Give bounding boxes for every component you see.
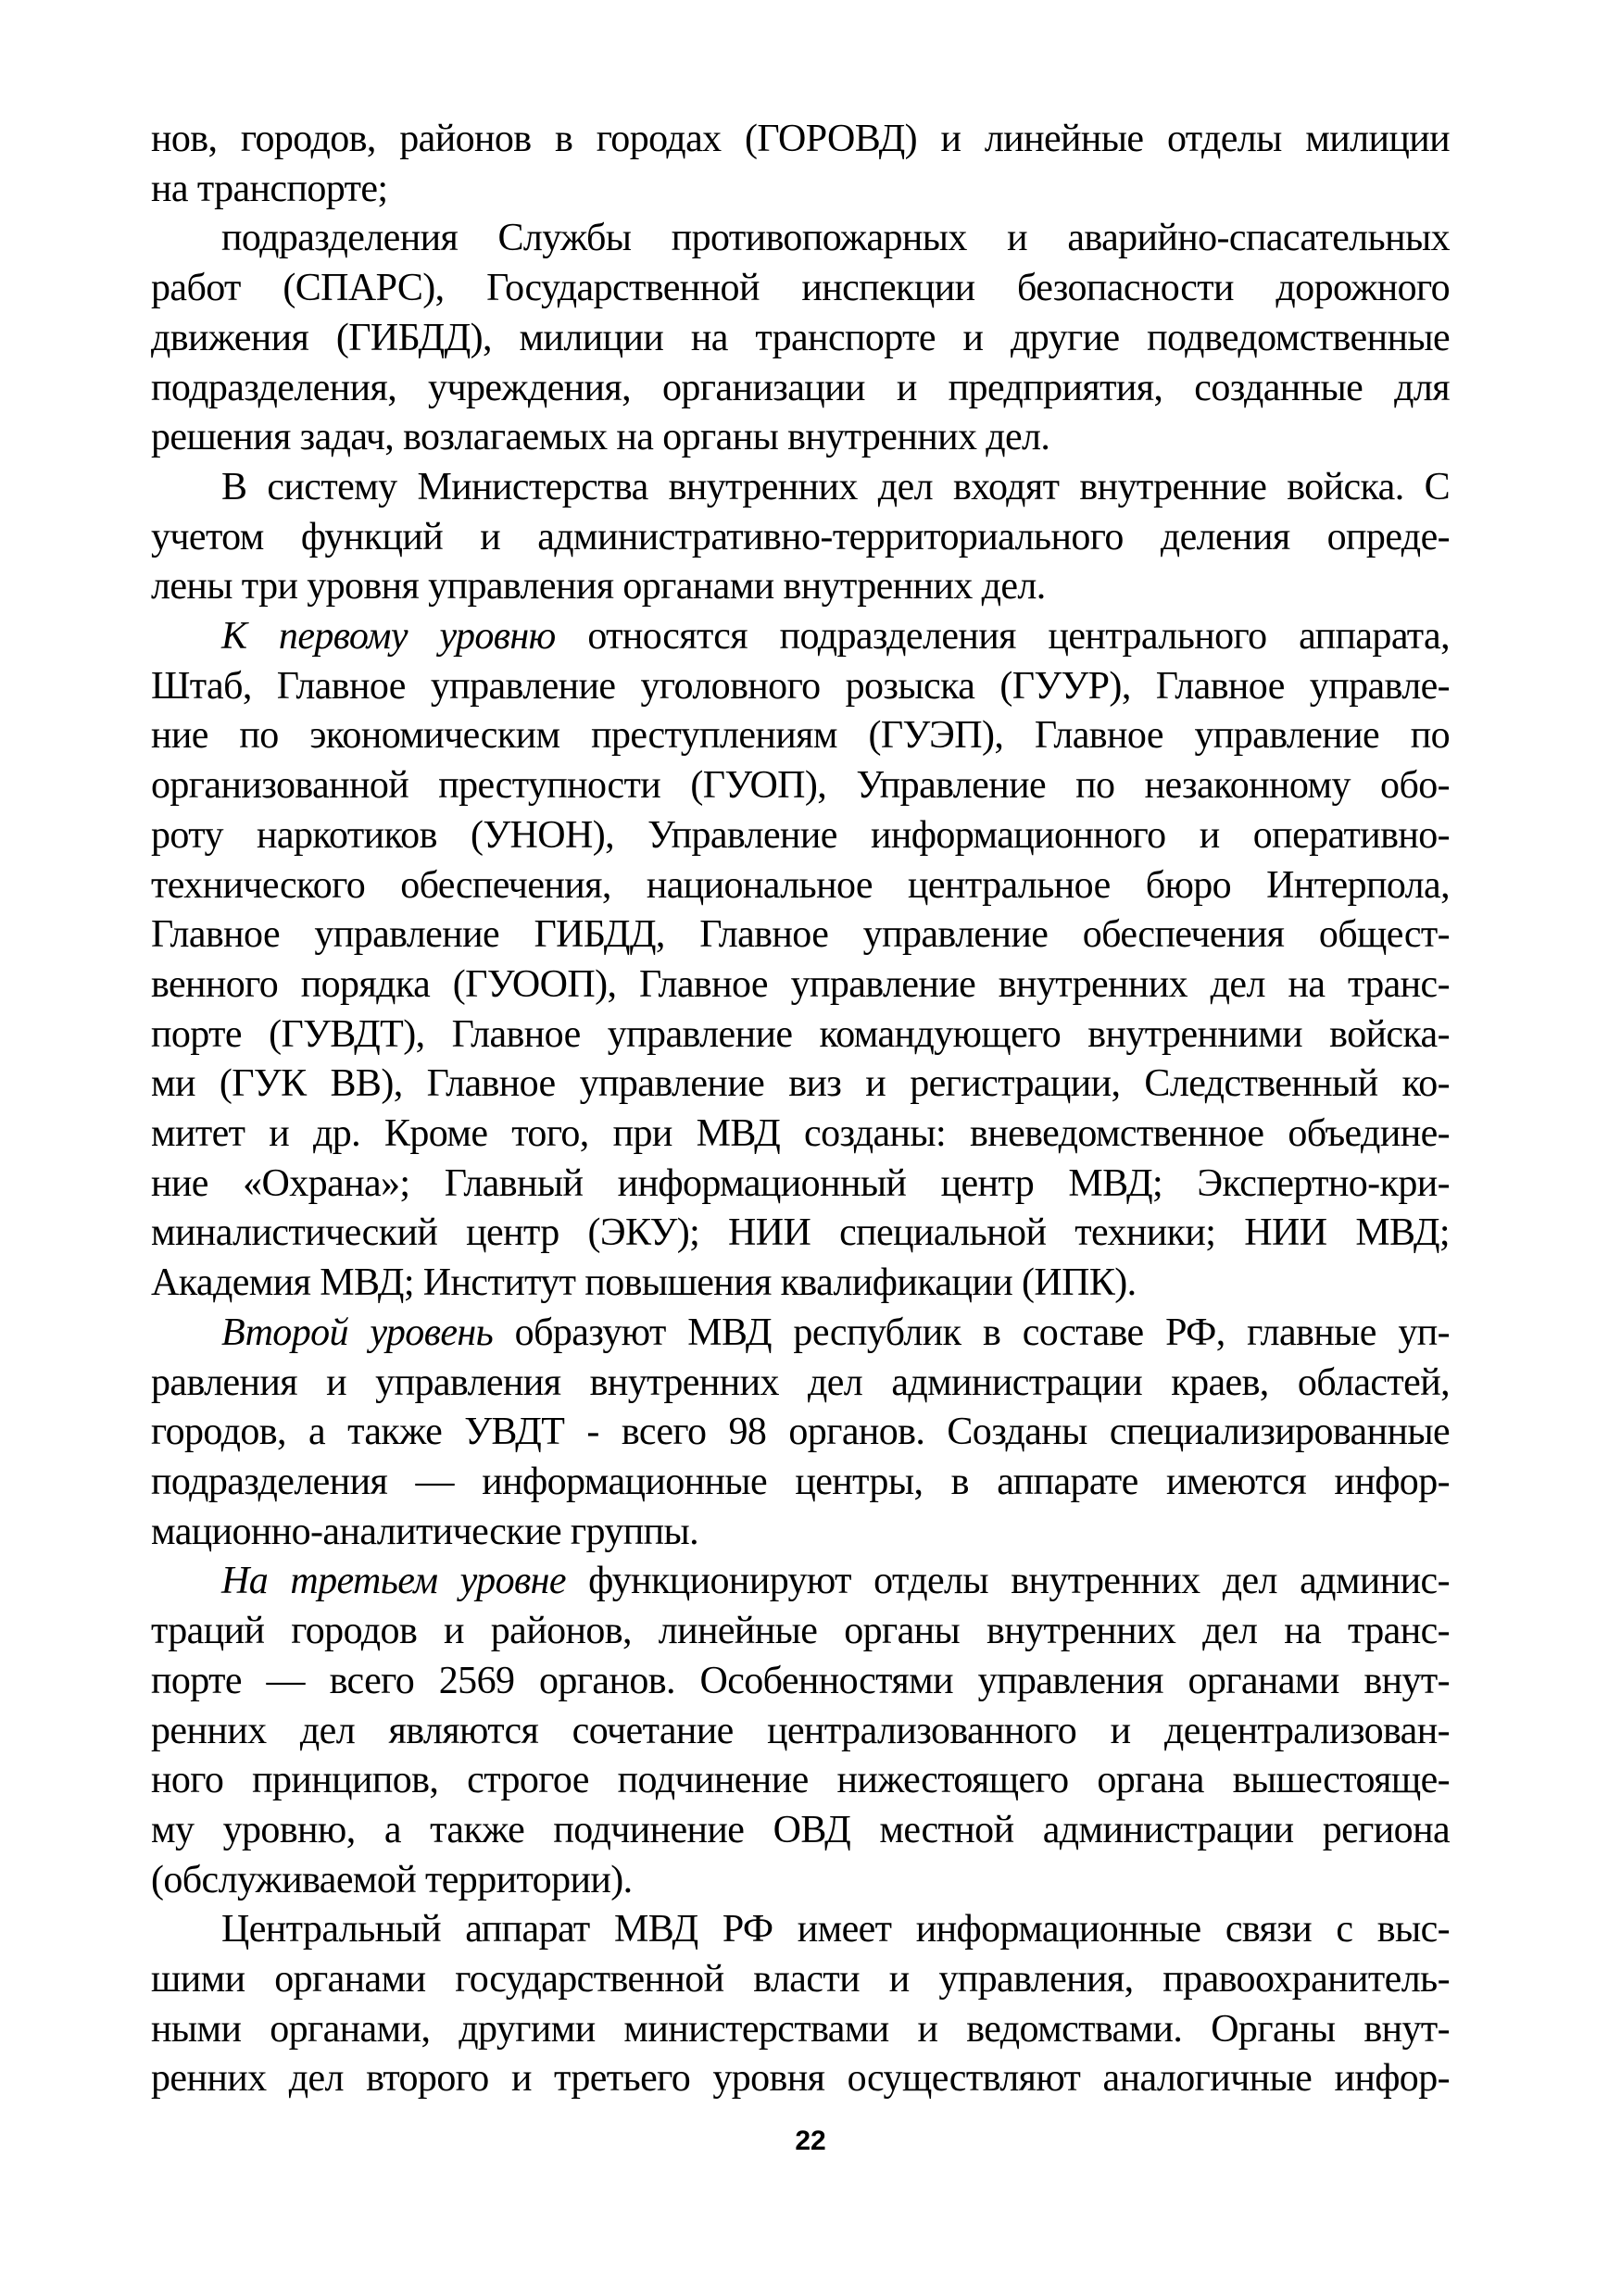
- text-line: [151, 463, 1450, 513]
- line-text: порте — всего 2569 органов. Особенностями управления органами внут-: [151, 1659, 1450, 1702]
- line-text: ми (ГУК ВВ), Главное управление виз и регистрации, Следственный ко-: [151, 1062, 1450, 1106]
- text-line: [151, 861, 1450, 911]
- line-text: роту наркотиков (УНОН), Управление информационного и оперативно-: [151, 813, 1450, 857]
- text-line: [151, 1557, 1450, 1607]
- line-text: траций городов и районов, линейные органы внутренних дел на транс-: [151, 1610, 1450, 1653]
- line-text: миналистический центр (ЭКУ); НИИ специальной техники; НИИ МВД;: [151, 1211, 1450, 1255]
- line-text: ние по экономическим преступлениям (ГУЭП), Главное управление по: [151, 714, 1450, 758]
- line-text: ного принципов, строгое подчинение нижестоящего органа вышестояще-: [151, 1759, 1450, 1802]
- line-text: ние «Охрана»; Главный информационный центр МВД; Экспертно-кри-: [151, 1161, 1450, 1205]
- text-line: [151, 1458, 1450, 1508]
- text-line: [151, 1110, 1450, 1160]
- paragraph: [151, 214, 1450, 463]
- line-text: работ (СПАРС), Государственной инспекции безопасности дорожного: [151, 267, 1450, 310]
- line-text: венного порядка (ГУООП), Главное управление внутренних дел на транс-: [151, 962, 1450, 1006]
- line-text: на транспорте;: [151, 167, 388, 210]
- line-text: му уровню, а также подчинение ОВД местной администрации региона: [151, 1808, 1450, 1851]
- line-text: городов, а также УВДТ - всего 98 органов. Созданы специализированные: [151, 1411, 1450, 1454]
- line-text: нов, городов, районов в городах (ГОРОВД) и линейные отделы милиции: [151, 118, 1450, 160]
- line-text: учетом функций и административно-территориального деления опреде-: [151, 515, 1450, 558]
- line-text: подразделения — информационные центры, в аппарате имеются инфор-: [151, 1460, 1450, 1503]
- text-line: [151, 513, 1450, 563]
- paragraph: [151, 1905, 1450, 2104]
- text-line: [151, 2054, 1450, 2104]
- text-line: [151, 2005, 1450, 2055]
- text-line: [151, 1408, 1450, 1458]
- text-line: [151, 1309, 1450, 1359]
- line-text: В систему Министерства внутренних дел входят внутренние войска. С: [221, 465, 1450, 508]
- text-line: [151, 811, 1450, 861]
- page-number: 22: [795, 2126, 826, 2156]
- text-line: [151, 1010, 1450, 1060]
- italic-lead: На третьем уровне: [221, 1560, 566, 1603]
- text-line: [151, 1359, 1450, 1409]
- line-text: подразделения, учреждения, организации и предприятия, созданные для: [151, 366, 1450, 409]
- text-line: [151, 761, 1450, 811]
- text-line: [151, 1160, 1450, 1210]
- text-line: [151, 214, 1450, 264]
- line-text: мационно-аналитические группы.: [151, 1510, 699, 1553]
- line-text: ренних дел второго и третьего уровня осуществляют аналогичные инфор-: [151, 2057, 1450, 2101]
- text-line: [151, 1856, 1450, 1906]
- text-line: [151, 910, 1450, 960]
- text-line: [151, 314, 1450, 364]
- paragraph: [151, 1557, 1450, 1905]
- text-line: [151, 711, 1450, 761]
- line-text: Штаб, Главное управление уголовного розыска (ГУУР), Главное управле-: [151, 664, 1450, 708]
- text-line: [151, 1508, 1450, 1558]
- line-text: образуют МВД республик в составе РФ, главные уп-: [493, 1311, 1450, 1354]
- line-text: подразделения Службы противопожарных и аварийно-спасательных: [221, 217, 1450, 260]
- paragraph: [151, 612, 1450, 1309]
- text-line: [151, 1707, 1450, 1757]
- text-line: [151, 364, 1450, 414]
- text-line: [151, 1955, 1450, 2005]
- text-line: [151, 662, 1450, 712]
- line-text: технического обеспечения, национальное центральное бюро Интерпола,: [151, 863, 1450, 907]
- text-line: [151, 1905, 1450, 1955]
- text-line: [151, 562, 1450, 612]
- paragraph: [151, 115, 1450, 214]
- text-line: [151, 1806, 1450, 1856]
- text-line: [151, 1060, 1450, 1110]
- line-text: равления и управления внутренних дел администрации краев, областей,: [151, 1361, 1450, 1404]
- text-line: [151, 1259, 1450, 1309]
- italic-lead: К первому уровню: [221, 615, 556, 659]
- paragraph: [151, 1309, 1450, 1558]
- text-line: [151, 1756, 1450, 1806]
- line-text: функционируют отделы внутренних дел админис-: [565, 1560, 1450, 1603]
- line-text: движения (ГИБДД), милиции на транспорте и другие подведомственные: [151, 316, 1450, 359]
- document-body: [151, 115, 1450, 2104]
- line-text: решения задач, возлагаемых на органы внутренних дел.: [151, 416, 1050, 459]
- line-text: лены три уровня управления органами внутренних дел.: [151, 565, 1046, 609]
- paragraph: [151, 463, 1450, 612]
- line-text: Главное управление ГИБДД, Главное управление обеспечения общест-: [151, 913, 1450, 957]
- text-line: [151, 1657, 1450, 1707]
- line-text: шими органами государственной власти и управления, правоохранитель-: [151, 1958, 1450, 2001]
- text-line: [151, 165, 1450, 215]
- text-line: [151, 115, 1450, 165]
- italic-lead: Второй уровень: [221, 1311, 494, 1354]
- text-line: [151, 264, 1450, 314]
- text-line: [151, 1607, 1450, 1657]
- text-line: [151, 413, 1450, 463]
- text-line: [151, 1209, 1450, 1259]
- line-text: ными органами, другими министерствами и ведомствами. Органы внут-: [151, 2007, 1450, 2051]
- line-text: порте (ГУВДТ), Главное управление командующего внутренними войска-: [151, 1012, 1450, 1056]
- line-text: Центральный аппарат МВД РФ имеет информационные связи с выс-: [221, 1908, 1450, 1951]
- line-text: митет и др. Кроме того, при МВД созданы: вневедомственное объедине-: [151, 1112, 1450, 1156]
- text-line: [151, 612, 1450, 662]
- line-text: организованной преступности (ГУОП), Управление по незаконному обо-: [151, 764, 1450, 808]
- line-text: (обслуживаемой территории).: [151, 1858, 633, 1901]
- line-text: ренних дел являются сочетание централизованного и децентрализован-: [151, 1709, 1450, 1752]
- text-line: [151, 960, 1450, 1010]
- line-text: Академия МВД; Институт повышения квалификации (ИПК).: [151, 1261, 1137, 1305]
- line-text: относятся подразделения центрального аппарата,: [555, 615, 1450, 659]
